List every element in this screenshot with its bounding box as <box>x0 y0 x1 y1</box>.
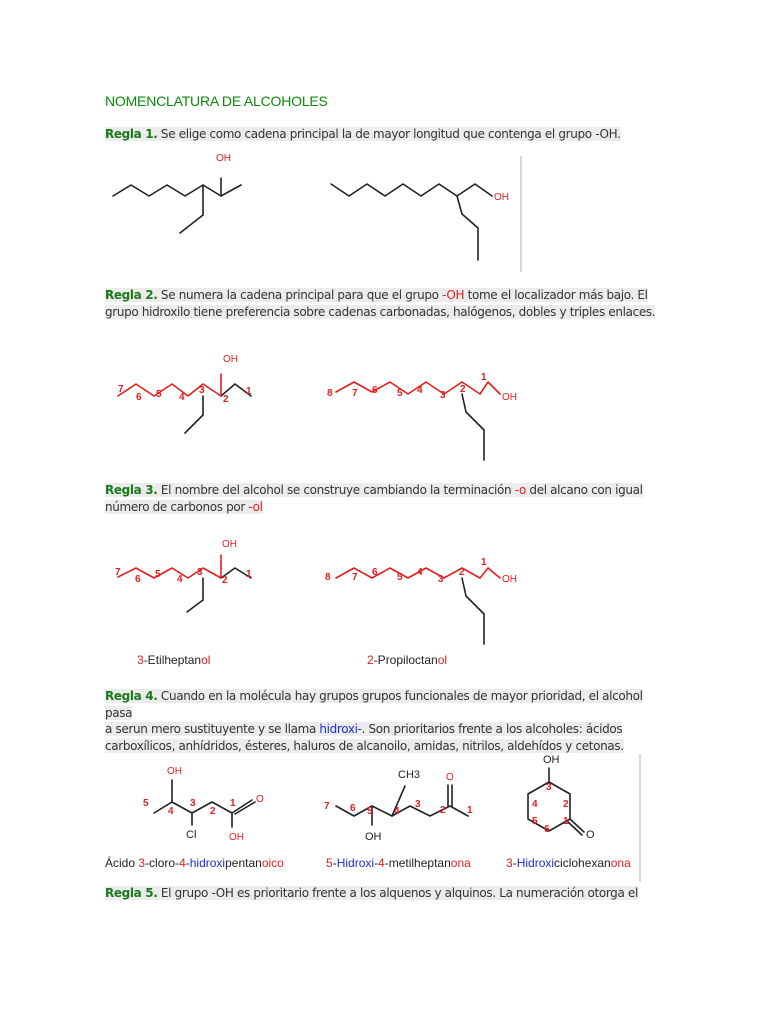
locant-4: 4 <box>168 806 174 817</box>
oxygen-label: O <box>446 772 454 783</box>
oxygen-label: O <box>586 829 595 841</box>
name-part: 5 <box>326 856 333 870</box>
structure-cyclohexanone <box>528 754 595 841</box>
name-stem: -Propiloctan <box>373 653 438 667</box>
oh-label: OH <box>167 766 182 777</box>
oh-label: OH <box>543 754 560 766</box>
oh-label: OH <box>494 192 509 203</box>
locant-2: 2 <box>223 394 229 405</box>
rule-3-line2-highlight: -ol <box>248 499 263 514</box>
rule-3-text: El nombre del alcohol se construye cambiando la terminación <box>157 483 515 497</box>
locant-6: 6 <box>372 385 378 396</box>
oh-label: OH <box>216 153 231 164</box>
rule-5 <box>105 885 665 902</box>
name-part: ona <box>610 856 631 870</box>
structure-rule2-a <box>118 354 252 433</box>
methyl-label: CH3 <box>398 769 421 781</box>
rule-3-text-end: del alcano con igual <box>525 483 643 497</box>
locant-7: 7 <box>352 572 358 583</box>
locant-3: 3 <box>415 799 421 810</box>
structure-ketone <box>324 769 473 843</box>
name-part: - <box>374 856 379 870</box>
name-suffix: ol <box>437 653 448 667</box>
structure-rule2-b <box>327 372 517 460</box>
locant-5: 5 <box>397 388 403 399</box>
oh-label: OH <box>365 831 382 843</box>
locant-1: 1 <box>246 569 252 580</box>
locant-7: 7 <box>352 388 358 399</box>
locant-2: 2 <box>210 806 216 817</box>
name-part: 4 <box>378 856 385 870</box>
structure-acid <box>143 766 264 843</box>
name-locant: 2 <box>367 653 374 667</box>
rule-1-label: Regla 1. <box>105 127 158 141</box>
rule-2-highlight: -OH <box>442 288 465 302</box>
locant-2: 2 <box>440 805 446 816</box>
locant-4: 4 <box>417 385 423 396</box>
name-part: Hidroxi <box>516 856 555 870</box>
locant-4: 4 <box>179 392 185 403</box>
locant-8: 8 <box>325 572 331 583</box>
compound-name-cyclohexanone <box>506 856 631 870</box>
locant-7: 7 <box>115 567 121 578</box>
locant-6: 6 <box>350 803 356 814</box>
locant-1: 1 <box>467 805 473 816</box>
locant-2: 2 <box>563 799 569 810</box>
rule-1-text: Se elige como cadena principal la de mayor longitud que contenga el grupo -OH. <box>157 127 621 141</box>
rule-4-line2: a serun mero sustituyente y se llama <box>105 722 320 736</box>
oh-label: OH <box>222 539 237 550</box>
structure-rule1-a <box>113 153 241 233</box>
oh-label: OH <box>229 832 244 843</box>
name-part: Ácido <box>105 856 139 870</box>
locant-1: 1 <box>230 798 236 809</box>
locant-1: 1 <box>481 557 487 568</box>
name-part: 3 <box>506 856 513 870</box>
oxygen-label: O <box>256 794 264 805</box>
name-part: hidroxi <box>189 856 226 870</box>
rule-3 <box>105 482 665 515</box>
locant-4: 4 <box>417 567 423 578</box>
locant-5: 5 <box>532 816 538 827</box>
name-part: -cloro- <box>145 856 180 870</box>
locant-1: 1 <box>246 386 252 397</box>
locant-7: 7 <box>324 801 330 812</box>
rule-4-line3: carboxílicos, anhídridos, ésteres, haluros de alcanoilo, amidas, nitrilos, aldehídos y cetonas. <box>105 738 624 753</box>
rule-4 <box>105 688 665 754</box>
name-part: pentan <box>225 856 262 870</box>
locant-5: 5 <box>156 389 162 400</box>
name-stem: -Etilheptan <box>143 653 202 667</box>
name-part: - <box>185 856 190 870</box>
locant-2: 2 <box>459 567 465 578</box>
locant-6: 6 <box>135 574 141 585</box>
compound-name-acid <box>105 856 284 870</box>
rule-4-line2-end: . Son prioritarios frente a los alcoholes: ácidos <box>361 722 623 736</box>
oh-label: OH <box>502 574 517 585</box>
locant-8: 8 <box>327 388 333 399</box>
compound-name-3-ethylheptanol <box>137 653 210 667</box>
locant-5: 5 <box>367 806 373 817</box>
rule-4-line1: Cuando en la molécula hay grupos grupos funcionales de mayor prioridad, el alcohol pasa <box>105 689 643 720</box>
rule-3-highlight: -o <box>514 483 526 497</box>
locant-5: 5 <box>155 569 161 580</box>
name-part: 4 <box>179 856 186 870</box>
name-part: - <box>512 856 517 870</box>
locant-3: 3 <box>190 798 196 809</box>
locant-4: 4 <box>532 799 538 810</box>
rule-5-text: El grupo -OH es prioritario frente a los alquenos y alquinos. La numeración otorga el <box>157 886 638 900</box>
locant-3: 3 <box>197 567 203 578</box>
locant-3: 3 <box>438 574 444 585</box>
rule-4-highlight: hidroxi- <box>319 722 362 736</box>
locant-2: 2 <box>460 384 466 395</box>
rule-3-line2: número de carbonos por <box>105 499 249 514</box>
name-part: oico <box>261 856 284 870</box>
locant-6: 6 <box>372 567 378 578</box>
name-part: - <box>332 856 337 870</box>
rule-2-text-end: tome el localizador más bajo. El <box>464 288 648 302</box>
compound-name-ketone <box>326 856 471 870</box>
structure-rule3-a <box>115 539 252 612</box>
locant-1: 1 <box>563 816 569 827</box>
locant-7: 7 <box>118 384 124 395</box>
locant-6: 6 <box>136 392 142 403</box>
locant-4: 4 <box>394 806 400 817</box>
locant-3: 3 <box>546 782 552 793</box>
name-part: -metilheptan <box>384 856 451 870</box>
rule-2 <box>105 287 665 320</box>
name-locant: 3 <box>137 653 144 667</box>
oh-label: OH <box>223 354 238 365</box>
structure-rule3-b <box>325 557 517 644</box>
rule-2-line2: grupo hidroxilo tiene preferencia sobre cadenas carbonadas, halógenos, dobles y triples enlaces. <box>105 304 656 319</box>
locant-4: 4 <box>177 574 183 585</box>
rule-2-text: Se numera la cadena principal para que el grupo <box>157 288 443 302</box>
locant-5: 5 <box>397 572 403 583</box>
rule-4-label: Regla 4. <box>105 689 158 703</box>
page-title: NOMENCLATURA DE ALCOHOLES <box>105 93 328 109</box>
name-suffix: ol <box>201 653 211 667</box>
rule-2-label: Regla 2. <box>105 288 158 302</box>
locant-2: 2 <box>222 575 228 586</box>
locant-3: 3 <box>199 385 205 396</box>
rule-3-label: Regla 3. <box>105 483 158 497</box>
structure-rule1-b <box>331 184 509 260</box>
oh-label: OH <box>502 392 517 403</box>
name-part: ona <box>450 856 471 870</box>
locant-5: 5 <box>143 798 149 809</box>
rule-5-label: Regla 5. <box>105 886 158 900</box>
locant-6: 6 <box>544 824 550 835</box>
cl-label: Cl <box>186 829 197 841</box>
locant-1: 1 <box>481 372 487 383</box>
name-part: ciclohexan <box>554 856 611 870</box>
compound-name-2-propyloctanol <box>367 653 447 667</box>
locant-3: 3 <box>440 390 446 401</box>
name-part: 3 <box>138 856 146 870</box>
name-part: Hidroxi <box>336 856 375 870</box>
